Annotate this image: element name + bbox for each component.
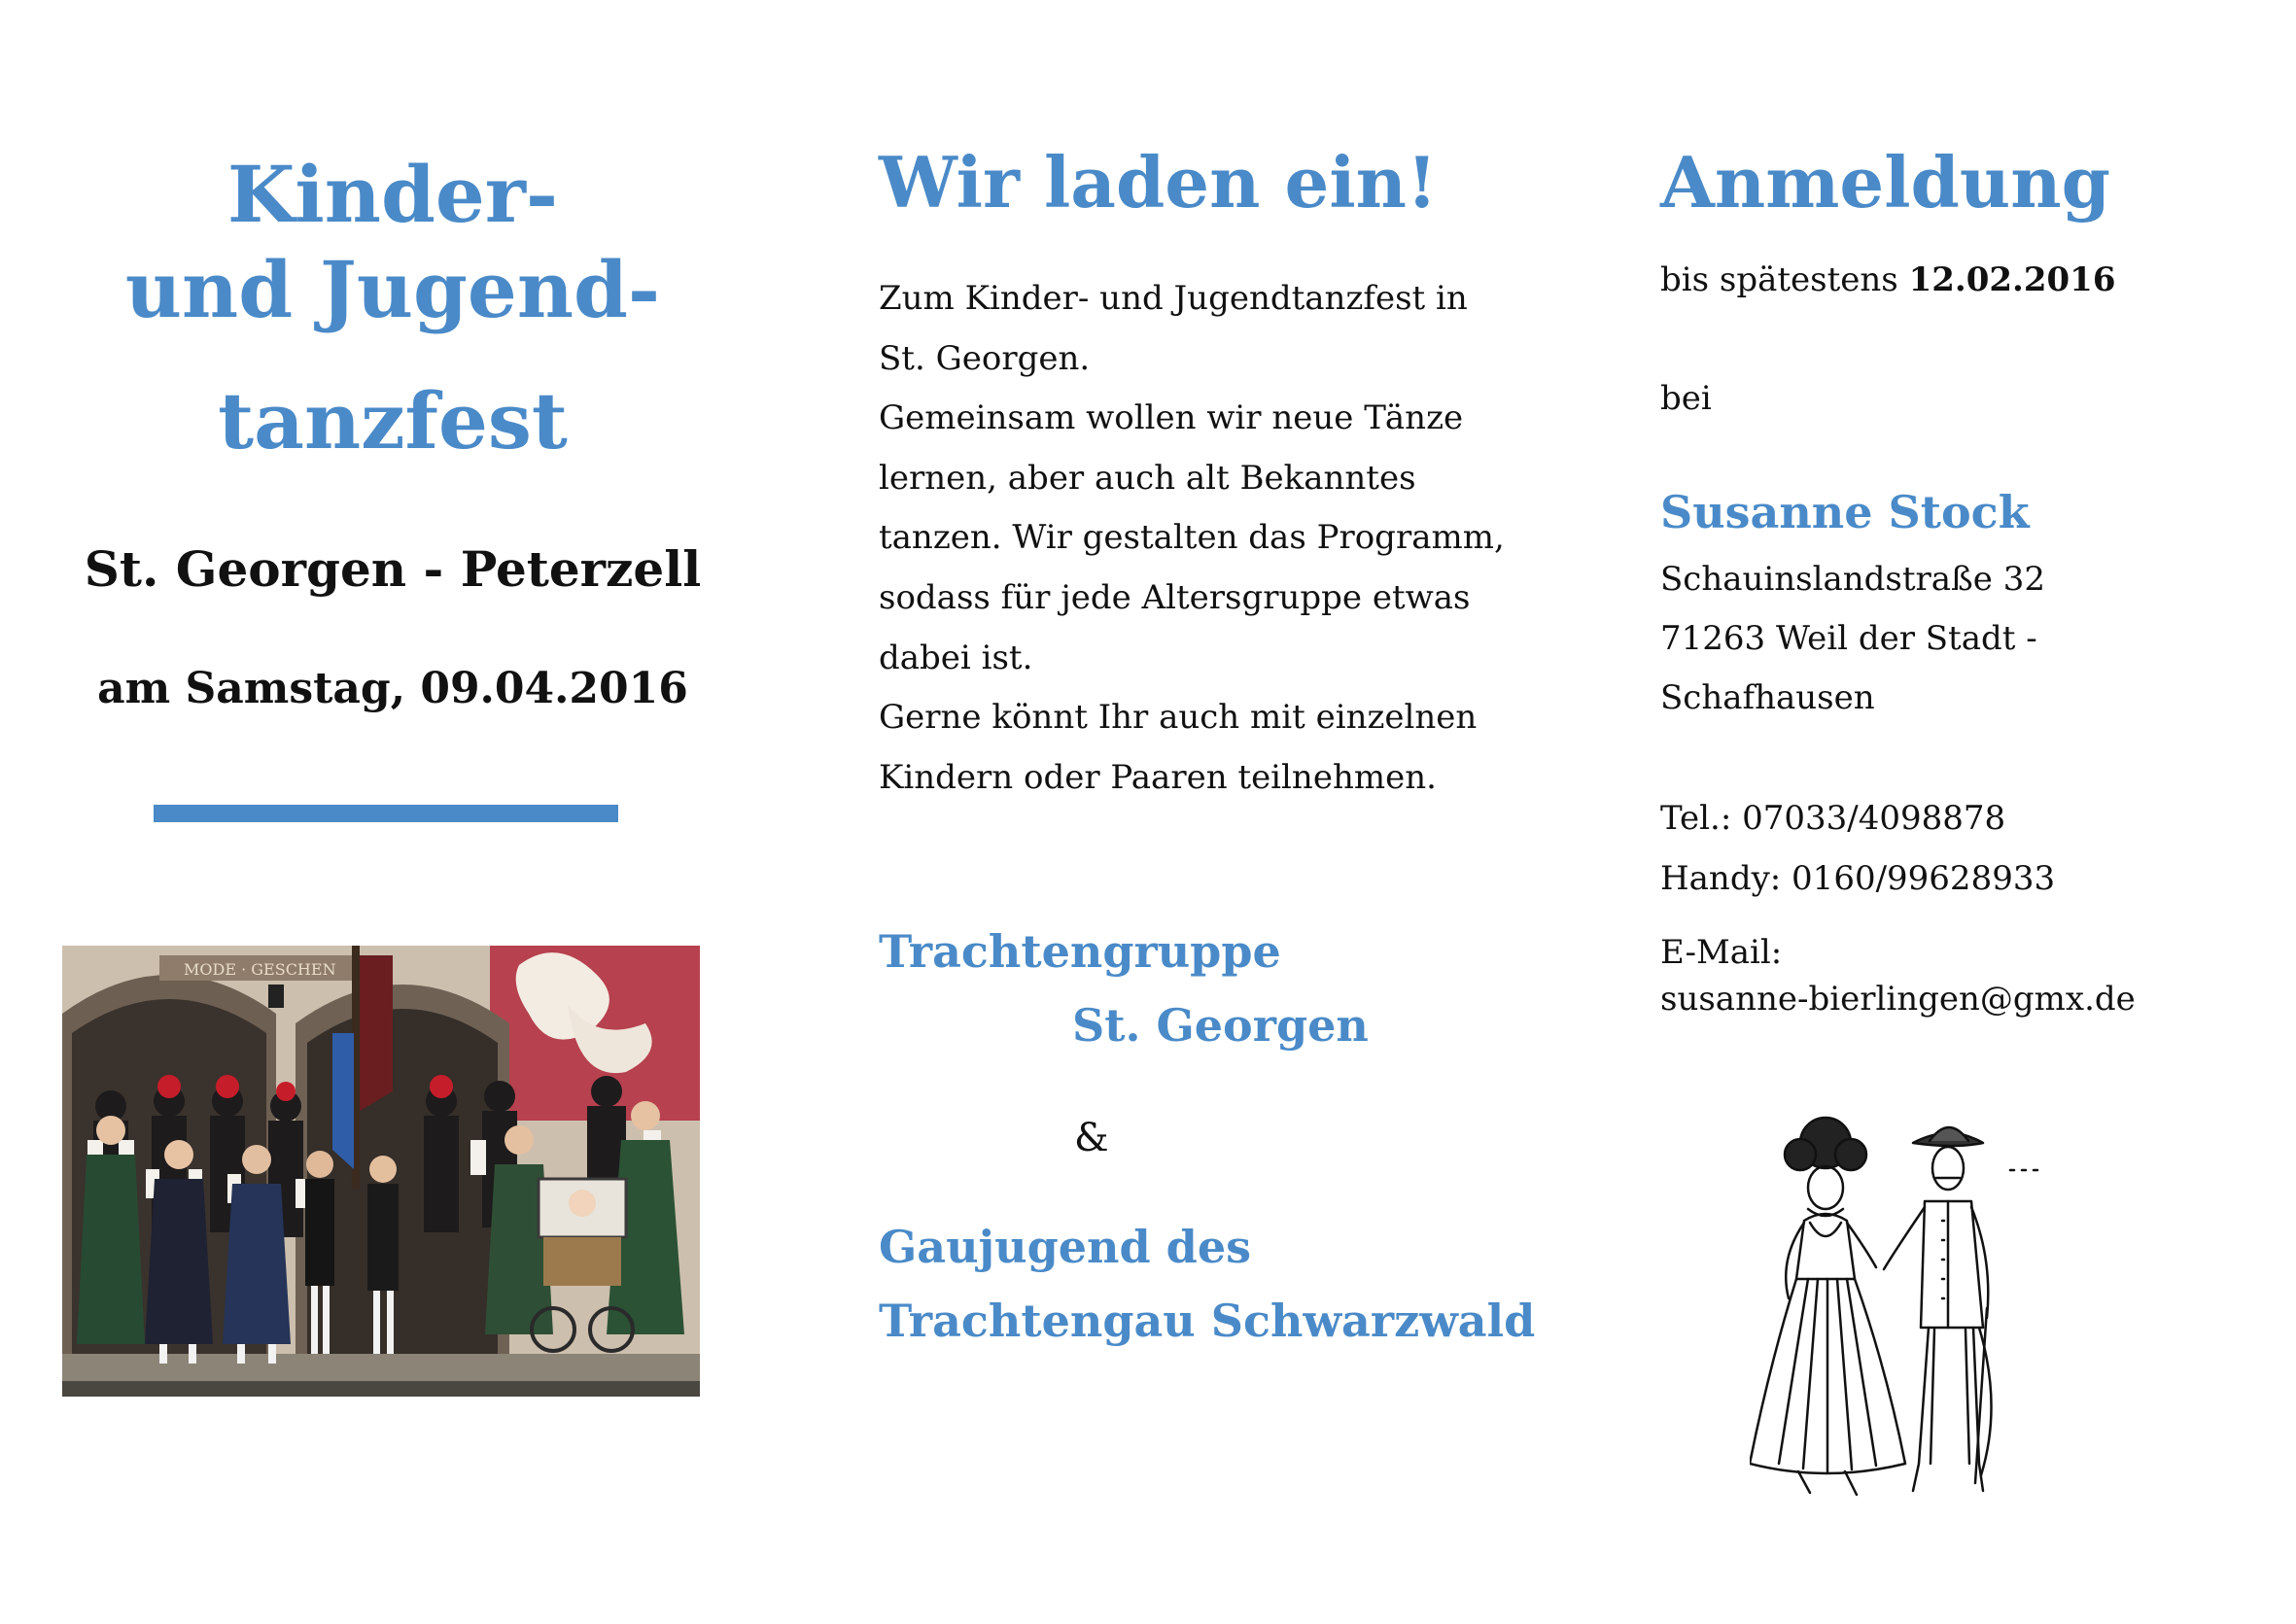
group-photo	[62, 946, 700, 1397]
invite-text-line: tanzen. Wir gestalten das Programm,	[879, 518, 1505, 558]
title-line-1: Kinder-	[226, 149, 559, 240]
title-line-3: tanzfest	[218, 375, 568, 466]
deadline-date: 12.02.2016	[1908, 260, 2116, 299]
invite-text-line: dabei ist.	[879, 638, 1033, 677]
org-trachtengau: Trachtengau Schwarzwald	[879, 1295, 1536, 1347]
invite-text-line: sodass für jede Altersgruppe etwas	[879, 577, 1471, 617]
invite-text-line: lernen, aber auch alt Bekanntes	[879, 458, 1416, 498]
registration-deadline	[1660, 260, 2116, 299]
registration-heading: Anmeldung	[1660, 141, 2110, 224]
email-address[interactable]: susanne-bierlingen@gmx.de	[1660, 980, 2136, 1019]
event-location: St. Georgen - Peterzell	[84, 540, 702, 598]
group-photo-image	[62, 946, 700, 1397]
ampersand: &	[1074, 1116, 1109, 1160]
deadline-prefix: bis spätestens	[1660, 260, 1898, 299]
invite-text-line: Gerne könnt Ihr auch mit einzelnen	[879, 698, 1478, 738]
org-gaujugend: Gaujugend des	[879, 1221, 1252, 1273]
accent-divider	[154, 805, 618, 822]
email-label: E-Mail:	[1660, 933, 1783, 972]
invite-text-line: Gemeinsam wollen wir neue Tänze	[879, 398, 1464, 438]
address-line-3: Schafhausen	[1660, 678, 1875, 717]
contact-name: Susanne Stock	[1660, 486, 2030, 538]
org-trachtengruppe: Trachtengruppe	[879, 925, 1281, 978]
org-st-georgen: St. Georgen	[1072, 999, 1369, 1052]
invite-text-line: Kindern oder Paaren teilnehmen.	[879, 757, 1437, 797]
event-date: am Samstag, 09.04.2016	[97, 664, 688, 713]
invite-text-line: St. Georgen.	[879, 338, 1091, 378]
bei-label: bei	[1660, 379, 1712, 418]
costume-couple-illustration	[1750, 1114, 2051, 1503]
address-line-2: 71263 Weil der Stadt -	[1660, 619, 2037, 658]
address-line-1: Schauinslandstraße 32	[1660, 560, 2045, 599]
invite-heading: Wir laden ein!	[879, 141, 1438, 224]
costume-couple-drawing	[1750, 1114, 2051, 1503]
invite-text-line: Zum Kinder- und Jugendtanzfest in	[879, 279, 1468, 318]
mobile-phone: Handy: 0160/99628933	[1660, 859, 2056, 898]
invite-text	[879, 269, 1505, 808]
title-line-2: und Jugend-	[124, 244, 661, 335]
phone: Tel.: 07033/4098878	[1660, 799, 2006, 838]
shop-sign: MODE · GESCHEN	[184, 960, 336, 979]
